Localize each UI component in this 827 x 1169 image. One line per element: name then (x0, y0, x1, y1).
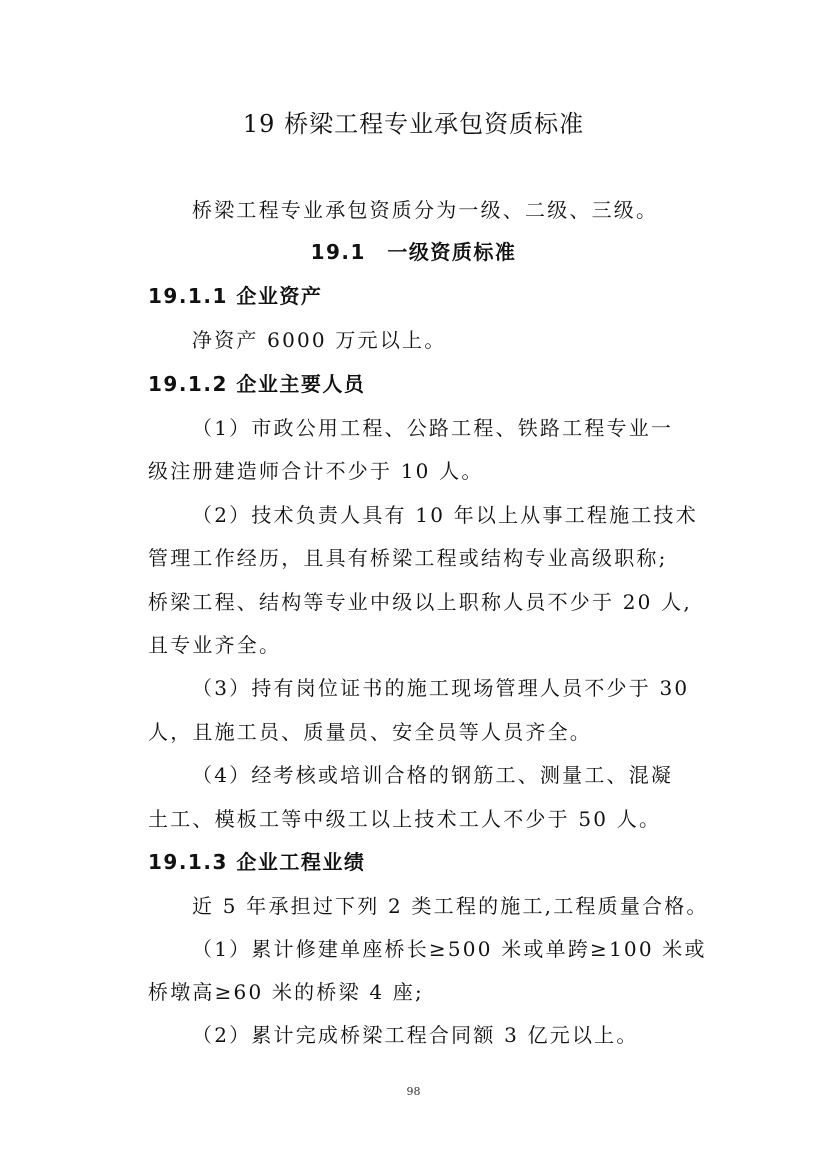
performance-item-1-line-1: （1）累计修建单座桥长≥500 米或单跨≥100 米或 (192, 937, 707, 961)
section-heading: 19.1 一级资质标准 (310, 240, 517, 264)
subsection-heading-assets: 19.1.1 企业资产 (148, 284, 323, 308)
personnel-item-2-line-1: （2）技术负责人具有 10 年以上从事工程施工技术 (192, 503, 698, 527)
intro-paragraph: 桥梁工程专业承包资质分为一级、二级、三级。 (192, 198, 659, 222)
personnel-item-2-line-4: 且专业齐全。 (148, 633, 282, 657)
subsection-heading-performance: 19.1.3 企业工程业绩 (148, 850, 366, 874)
personnel-item-2-line-3: 桥梁工程、结构等专业中级以上职称人员不少于 20 人, (148, 590, 692, 614)
performance-item-2-line-1: （2）累计完成桥梁工程合同额 3 亿元以上。 (192, 1023, 639, 1047)
performance-item-1-line-2: 桥墩高≥60 米的桥梁 4 座; (148, 980, 424, 1004)
assets-text: 净资产 6000 万元以上。 (192, 328, 447, 352)
personnel-item-3-line-2: 人，且施工员、质量员、安全员等人员齐全。 (148, 720, 592, 744)
personnel-item-1-line-1: （1）市政公用工程、公路工程、铁路工程专业一 (192, 416, 674, 440)
personnel-item-1-line-2: 级注册建造师合计不少于 10 人。 (148, 459, 484, 483)
page-number: 98 (406, 1085, 421, 1098)
performance-text: 近 5 年承担过下列 2 类工程的施工,工程质量合格。 (192, 894, 709, 918)
personnel-item-4-line-1: （4）经考核或培训合格的钢筋工、测量工、混凝 (192, 763, 674, 787)
document-title: 19 桥梁工程专业承包资质标准 (242, 110, 585, 138)
personnel-item-4-line-2: 土工、模板工等中级工以上技术工人不少于 50 人。 (148, 807, 662, 831)
personnel-item-2-line-2: 管理工作经历，且具有桥梁工程或结构专业高级职称; (148, 546, 668, 570)
subsection-heading-personnel: 19.1.2 企业主要人员 (148, 372, 366, 396)
personnel-item-3-line-1: （3）持有岗位证书的施工现场管理人员不少于 30 (192, 676, 690, 700)
